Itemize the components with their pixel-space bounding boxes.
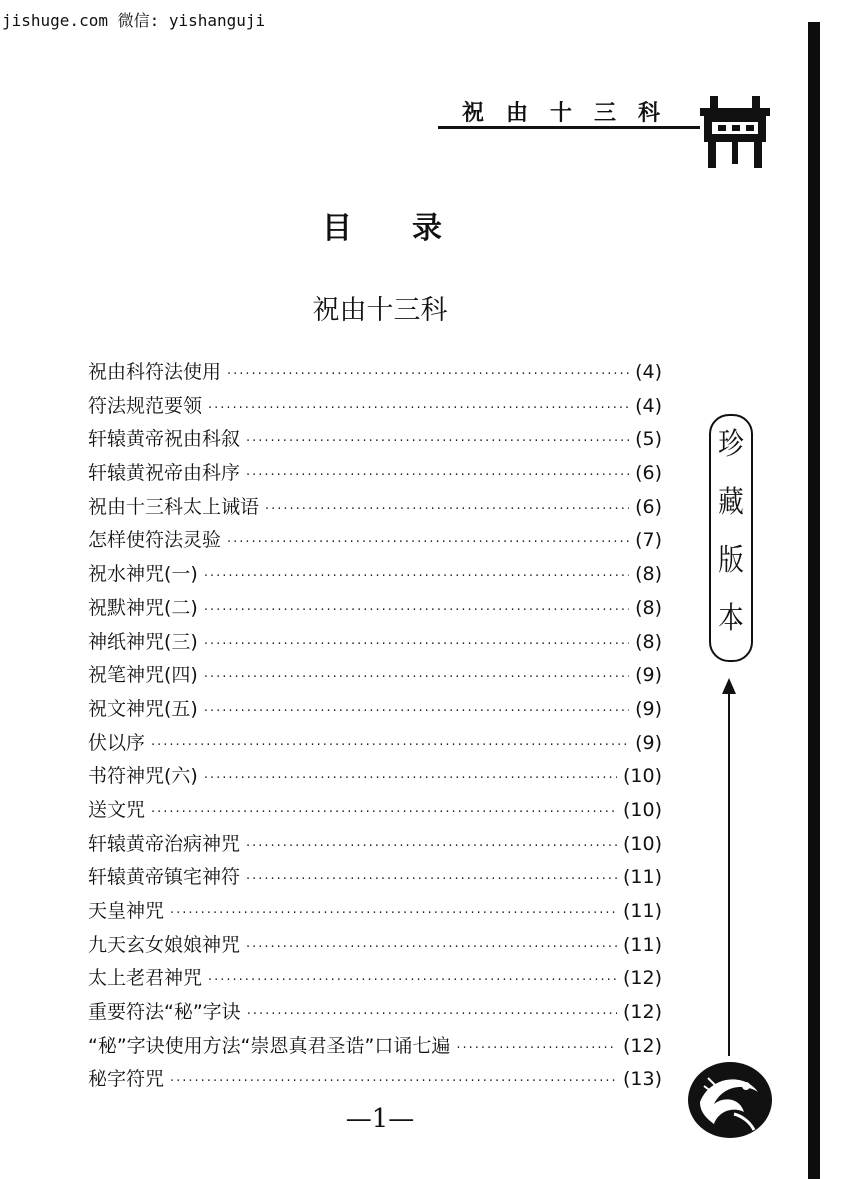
toc-entry — [88, 896, 662, 930]
toc-leader — [204, 637, 629, 652]
toc-entry-title: “秘”字诀使用方法“崇恩真君圣诰”口诵七遍 — [88, 1034, 451, 1057]
toc-entry — [88, 1031, 662, 1065]
toc-entry-page: (5) — [635, 428, 662, 451]
seal-char: 珍 — [718, 427, 744, 462]
toc-entry-page: (8) — [635, 563, 662, 586]
toc-entry — [88, 694, 662, 728]
toc-entry-page: (10) — [622, 832, 662, 855]
toc-entry-page: (13) — [622, 1068, 662, 1091]
toc-entry-title: 天皇神咒 — [88, 900, 165, 922]
toc-entry-title: 轩辕黄祝帝由科序 — [88, 462, 241, 485]
arrow-line — [728, 690, 730, 1056]
toc-entry-page: (4) — [635, 361, 662, 383]
toc-leader — [151, 805, 617, 820]
toc-entry-title: 书符神咒(六) — [88, 765, 198, 788]
toc-entry-page: (4) — [635, 394, 662, 417]
toc-list — [88, 357, 662, 1098]
toc-leader — [227, 535, 629, 550]
toc-leader — [265, 502, 629, 517]
toc-entry-title: 祝水神咒(一) — [88, 563, 198, 586]
toc-entry — [88, 492, 662, 526]
toc-entry-title: 轩辕黄帝镇宅神符 — [88, 866, 241, 889]
toc-leader — [247, 1007, 617, 1022]
toc-entry-title: 伏以序 — [88, 731, 146, 754]
toc-leader — [208, 401, 629, 416]
toc-leader — [246, 940, 617, 955]
toc-entry-page: (12) — [622, 967, 662, 990]
toc-entry — [88, 997, 662, 1031]
toc-entry-page: (6) — [635, 462, 662, 485]
toc-leader — [204, 569, 629, 584]
toc-entry-title: 祝笔神咒(四) — [88, 664, 198, 687]
toc-entry-title: 祝由十三科太上诫语 — [88, 495, 260, 518]
toc-leader — [246, 434, 629, 449]
page-edge-bar — [808, 22, 820, 1179]
toc-entry-page: (9) — [635, 697, 662, 720]
toc-entry-page: (12) — [622, 1034, 662, 1057]
seal-char: 本 — [718, 601, 744, 636]
toc-entry — [88, 761, 662, 795]
toc-entry — [88, 963, 662, 997]
toc-leader — [246, 839, 617, 854]
toc-entry-title: 轩辕黄帝祝由科叙 — [88, 428, 241, 451]
toc-entry-title: 太上老君神咒 — [88, 967, 203, 990]
toc-title: 目录 — [322, 211, 502, 246]
toc-entry-page: (11) — [622, 900, 662, 922]
toc-entry — [88, 627, 662, 661]
toc-entry — [88, 795, 662, 829]
toc-entry-page: (10) — [622, 765, 662, 788]
toc-entry — [88, 391, 662, 425]
toc-leader — [456, 1041, 617, 1056]
toc-entry — [88, 559, 662, 593]
toc-entry — [88, 1064, 662, 1098]
toc-entry-page: (8) — [635, 630, 662, 653]
toc-entry-title: 祝默神咒(二) — [88, 596, 198, 619]
toc-leader — [170, 906, 617, 921]
toc-entry — [88, 424, 662, 458]
collector-edition-seal — [709, 414, 753, 662]
toc-leader — [204, 771, 617, 786]
running-head: 祝由十三科 — [462, 100, 683, 126]
toc-entry-title: 九天玄女娘娘神咒 — [88, 933, 241, 956]
toc-entry-page: (6) — [635, 495, 662, 518]
toc-leader — [204, 670, 629, 685]
toc-entry-page: (12) — [622, 1001, 662, 1024]
toc-leader — [170, 1074, 617, 1089]
toc-leader — [151, 738, 629, 753]
toc-leader — [246, 872, 617, 887]
toc-entry — [88, 829, 662, 863]
watermark-text: jishuge.com 微信: yishanguji — [2, 11, 266, 30]
toc-entry-title: 祝由科符法使用 — [88, 361, 222, 383]
toc-entry — [88, 862, 662, 896]
toc-entry — [88, 728, 662, 762]
toc-leader — [204, 603, 629, 618]
section-title: 祝由十三科 — [312, 295, 448, 326]
toc-entry — [88, 593, 662, 627]
toc-entry — [88, 660, 662, 694]
toc-entry-page: (11) — [622, 933, 662, 956]
toc-entry-title: 送文咒 — [88, 798, 146, 821]
toc-entry-title: 秘字符咒 — [88, 1068, 165, 1091]
toc-leader — [204, 704, 629, 719]
toc-entry-title: 神纸神咒(三) — [88, 630, 198, 653]
toc-entry-page: (9) — [635, 664, 662, 687]
toc-entry-page: (9) — [635, 731, 662, 754]
toc-leader — [246, 468, 629, 483]
toc-entry-title: 祝文神咒(五) — [88, 697, 198, 720]
seal-char: 版 — [718, 543, 744, 578]
toc-leader — [208, 973, 617, 988]
page-number: —1— — [345, 1104, 415, 1134]
toc-entry — [88, 357, 662, 391]
toc-entry-page: (10) — [622, 798, 662, 821]
seal-char: 藏 — [718, 485, 744, 520]
toc-leader — [227, 367, 629, 382]
toc-entry-title: 轩辕黄帝治病神咒 — [88, 832, 241, 855]
running-head-rule — [438, 126, 700, 129]
toc-entry-title: 怎样使符法灵验 — [88, 529, 222, 552]
toc-entry-page: (7) — [635, 529, 662, 552]
toc-entry — [88, 458, 662, 492]
toc-entry-title: 重要符法“秘”字诀 — [88, 1001, 241, 1024]
toc-entry-page: (11) — [622, 866, 662, 889]
toc-entry-title: 符法规范要领 — [88, 394, 203, 417]
bronze-cauldron-icon — [694, 94, 776, 172]
toc-entry — [88, 930, 662, 964]
toc-entry — [88, 525, 662, 559]
toc-entry-page: (8) — [635, 596, 662, 619]
